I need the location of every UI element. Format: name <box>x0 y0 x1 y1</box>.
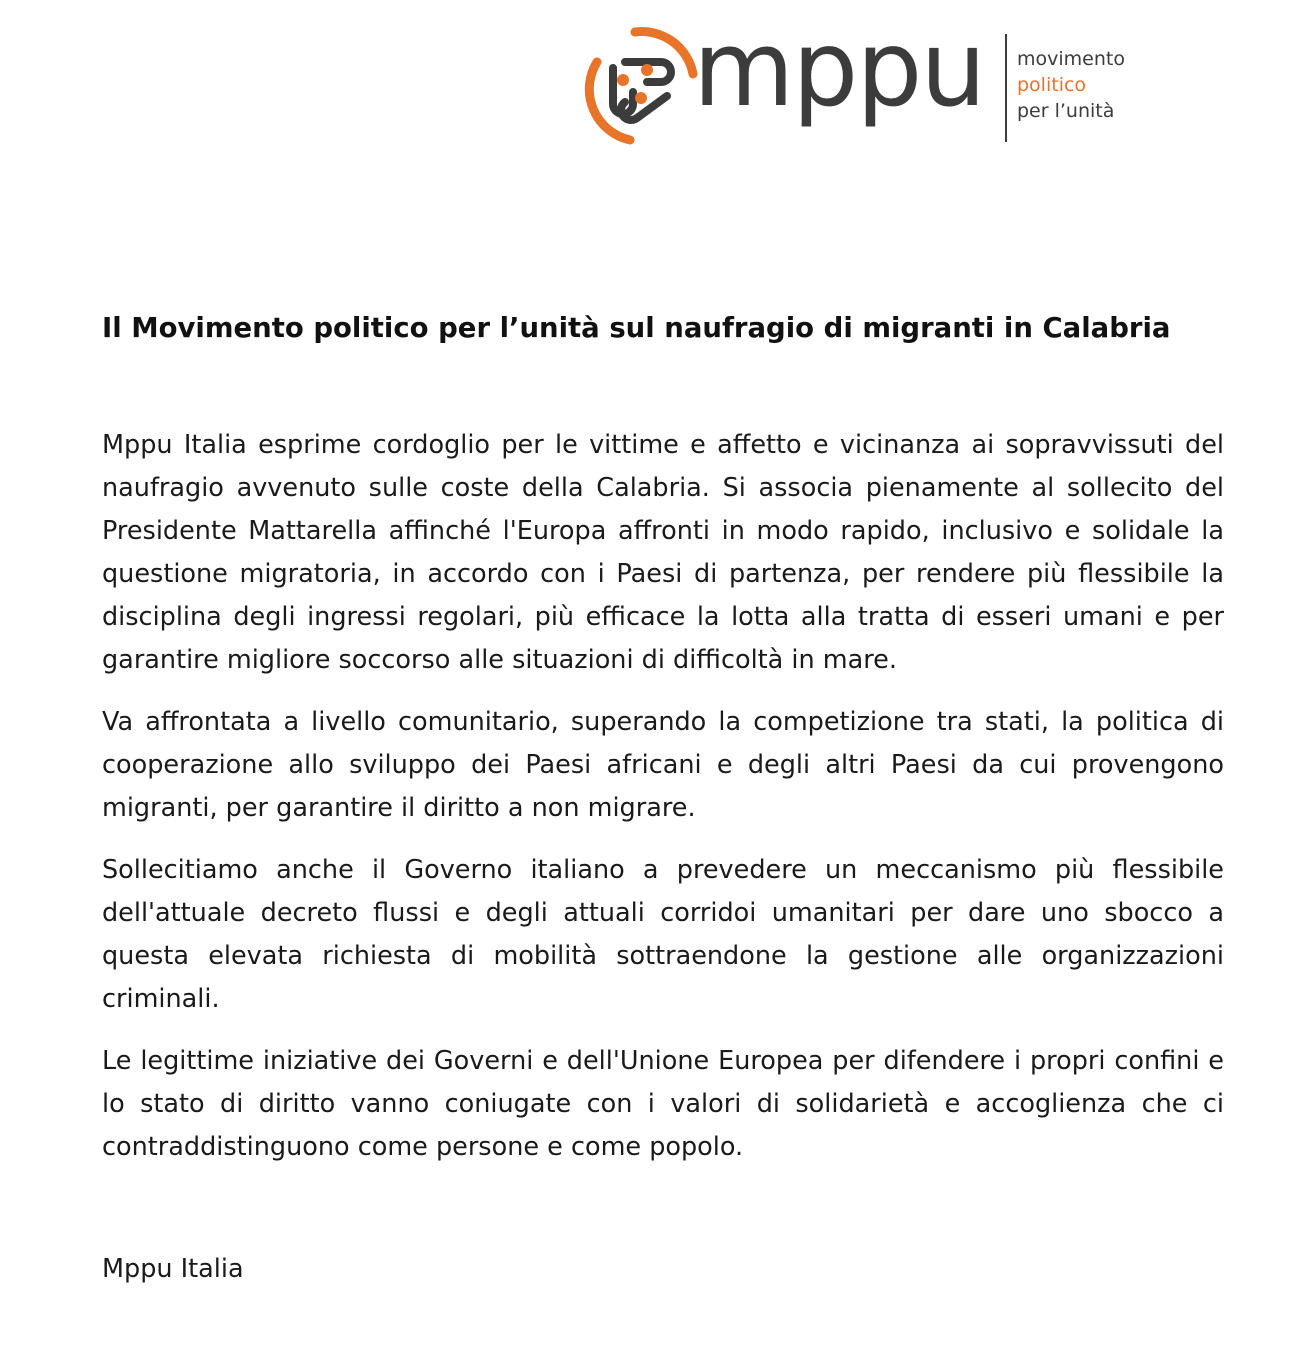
signature: Mppu Italia <box>102 1254 244 1284</box>
logo-divider <box>1005 34 1007 142</box>
mppu-logo <box>575 8 1145 152</box>
paragraph-4: Le legittime iniziative dei Governi e dell'Unione Europea per difendere i propri confini e lo stato di diritto vanno coniugate con i valori di solidarietà e accoglienza che ci contraddistinguono come persone e come popolo. <box>102 1046 1224 1162</box>
paragraph-1: Mppu Italia esprime cordoglio per le vittime e affetto e vicinanza ai sopravvissuti del naufragio avvenuto sulle coste della Calabria. Si associa pienamente al sollecito del Presidente Mattarella affinché l'Europa affronti in modo rapido, inclusivo e solidale la questione migratoria, in accordo con i Paesi di partenza, per rendere più flessibile la disciplina degli ingressi regolari, più efficace la lotta alla tratta di esseri umani e per garantire migliore soccorso alle situazioni di difficoltà in mare. <box>102 430 1224 675</box>
paragraph-2: Va affrontata a livello comunitario, superando la competizione tra stati, la politica di cooperazione allo sviluppo dei Paesi africani e degli altri Paesi da cui provengono migranti, per garantire il diritto a non migrare. <box>102 707 1224 823</box>
paragraph-3: Sollecitiamo anche il Governo italiano a prevedere un meccanismo più flessibile dell'attuale decreto flussi e degli attuali corridoi umanitari per dare uno sbocco a questa elevata richiesta di mobilità sottraendone la gestione alle organizzazioni criminali. <box>102 855 1224 1014</box>
tagline-line-1: movimento <box>1017 48 1125 70</box>
logo-wordmark: mppu <box>693 8 985 130</box>
logo-tagline <box>1017 46 1125 124</box>
tagline-line-2: politico <box>1017 74 1087 96</box>
mppu-emblem-icon <box>575 22 705 152</box>
document-title: Il Movimento politico per l’unità sul naufragio di migranti in Calabria <box>102 312 1171 344</box>
tagline-line-3: per l’unità <box>1017 100 1115 122</box>
document-body <box>102 424 1224 1188</box>
